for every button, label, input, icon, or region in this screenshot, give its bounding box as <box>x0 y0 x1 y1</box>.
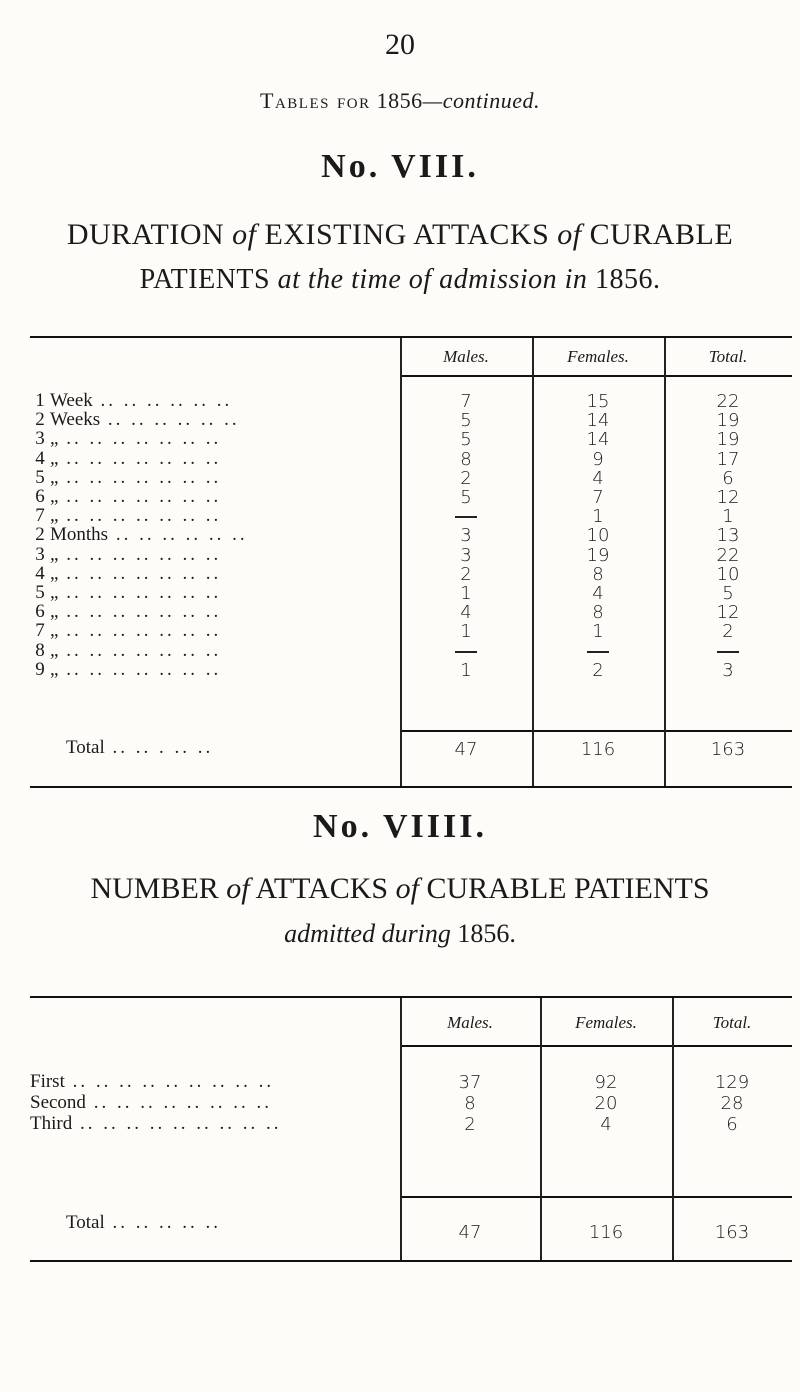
table1-cell-total: 19 <box>716 429 740 451</box>
table1-total-females: 116 <box>580 739 616 760</box>
table1-number: No. VIII. <box>321 148 479 185</box>
table2-cell-females: 20 <box>594 1093 618 1114</box>
table2-header-total: Total. <box>712 1013 752 1032</box>
table1-title-line1: DURATION of EXISTING ATTACKS of CURABLE <box>66 218 734 251</box>
table1-cell-males: 3 <box>460 544 472 566</box>
running-head-text: Tables for <box>260 88 371 113</box>
table1-cell-total: 3 <box>722 659 734 681</box>
table1-cell-total: 19 <box>716 410 740 432</box>
running-head-continued: —continued. <box>422 88 540 113</box>
page-number: 20 <box>385 28 415 61</box>
table1-row-label: 6 „ .. .. .. .. .. .. .. <box>35 486 222 507</box>
table1-cell-males: 2 <box>460 563 472 585</box>
table1-bottom-rule <box>30 786 792 788</box>
table1-cell-total: 17 <box>716 448 740 470</box>
table1-cell-females: 4 <box>592 583 604 604</box>
table1-cell-males: 1 <box>460 621 472 643</box>
running-head-year: 1856 <box>376 88 423 113</box>
table1-cell-total: 2 <box>722 621 734 643</box>
table1-row-label: 1 Week .. .. .. .. .. .. <box>35 390 233 411</box>
table1-cell-males: 1 <box>460 583 472 604</box>
table2-header-females: Females. <box>575 1013 637 1032</box>
table1-cell-females: 4 <box>592 467 604 489</box>
table2-cell-total: 6 <box>726 1114 738 1135</box>
table1-row-label: 7 „ .. .. .. .. .. .. .. <box>35 505 222 527</box>
table1-cell-males: 8 <box>460 448 472 470</box>
table2-cell-total: 28 <box>720 1093 744 1114</box>
table2-cell-females: 4 <box>600 1114 612 1135</box>
table2-cell-males: 37 <box>458 1072 482 1093</box>
table1-cell-males: 1 <box>460 659 472 681</box>
table1-row-label: 3 „ .. .. .. .. .. .. .. <box>35 543 222 565</box>
table1-cell-total: 5 <box>722 583 734 604</box>
table1-cell-females: 7 <box>592 487 604 508</box>
table1-row-label: 4 „ .. .. .. .. .. .. .. <box>35 447 222 469</box>
table2-total-rule <box>400 1196 792 1198</box>
table1-cell-females: 8 <box>592 602 604 624</box>
table1-cell-females: 1 <box>592 621 604 643</box>
table1-total-rule <box>400 730 792 732</box>
table1-cell-males: 3 <box>460 525 472 547</box>
table1-row-label: 5 „ .. .. .. .. .. .. .. <box>35 582 222 603</box>
table2-cell-total: 129 <box>714 1072 750 1093</box>
table1-cell-males: 4 <box>460 602 472 624</box>
table1-header-males: Males. <box>443 347 489 366</box>
table2-number: No. VIIII. <box>313 808 487 845</box>
table1-cell-females: 1 <box>592 506 604 528</box>
table1-cell-females: 10 <box>586 525 610 547</box>
table1-cell-males-dash <box>455 651 477 653</box>
table1-cell-females: 15 <box>586 391 610 412</box>
table2-row-label: Second .. .. .. .. .. .. .. .. <box>30 1092 272 1113</box>
table1-header-total: Total. <box>708 347 748 366</box>
table1-row-label: 2 Weeks .. .. .. .. .. .. <box>35 409 240 431</box>
table1-cell-total: 13 <box>716 525 740 547</box>
table1-cell-total: 22 <box>716 544 740 566</box>
table1-row-label: 3 „ .. .. .. .. .. .. .. <box>35 428 222 450</box>
table2-row-label: First .. .. .. .. .. .. .. .. .. <box>30 1071 275 1092</box>
table1-cell-males: 2 <box>460 467 472 489</box>
table2-cell-males: 2 <box>464 1114 476 1135</box>
table2-cell-females: 92 <box>594 1072 618 1093</box>
table1-row-label: 4 „ .. .. .. .. .. .. .. <box>35 562 222 584</box>
table2-header-rule <box>400 1045 792 1047</box>
table1-top-rule <box>30 336 792 338</box>
table1-cell-males: 5 <box>460 410 472 432</box>
table1-cell-females: 14 <box>586 410 610 432</box>
table1-cell-males-dash <box>455 516 477 518</box>
table2-bottom-rule <box>30 1260 792 1262</box>
table1-cell-total: 12 <box>716 487 740 508</box>
table2-cell-males: 8 <box>464 1093 476 1114</box>
table1-row-label: 8 „ .. .. .. .. .. .. .. <box>35 639 222 661</box>
table2-title-line1: NUMBER of ATTACKS of CURABLE PATIENTS <box>90 872 710 905</box>
table1-cell-total: 10 <box>716 563 740 585</box>
table1-cell-total: 12 <box>716 602 740 624</box>
table2-total-label: Total .. .. .. .. .. <box>66 1212 222 1233</box>
running-head <box>0 88 800 114</box>
table1-cell-males: 5 <box>460 429 472 451</box>
table1-cell-females: 19 <box>586 544 610 566</box>
table2-row-label: Third .. .. .. .. .. .. .. .. .. <box>30 1113 282 1134</box>
table1-cell-total: 22 <box>716 391 740 412</box>
table1-cell-females: 14 <box>586 429 610 451</box>
table1-cell-males: 7 <box>460 391 472 412</box>
table2-title-line2: admitted during 1856. <box>284 919 516 948</box>
table1-cell-females: 9 <box>592 448 604 470</box>
table2-total-total: 163 <box>714 1222 750 1243</box>
table1-row-label: 7 „ .. .. .. .. .. .. .. <box>35 620 222 642</box>
table1-row-label: 9 „ .. .. .. .. .. .. .. <box>35 658 222 680</box>
table1-cell-females: 2 <box>592 659 604 681</box>
table1-row-label: 6 „ .. .. .. .. .. .. .. <box>35 601 222 623</box>
table2-total-females: 116 <box>588 1222 624 1243</box>
table2-total-males: 47 <box>458 1222 482 1243</box>
table1-row-label: 2 Months .. .. .. .. .. .. <box>35 524 248 546</box>
table1-cell-total-dash <box>717 651 739 653</box>
table2-header-males: Males. <box>447 1013 493 1032</box>
table2-top-rule <box>30 996 792 998</box>
table1-row-label: 5 „ .. .. .. .. .. .. .. <box>35 466 222 488</box>
table1-total-males: 47 <box>454 739 478 760</box>
table1-header-rule <box>400 375 792 377</box>
table1-cell-males: 5 <box>460 487 472 508</box>
table1-cell-total: 6 <box>722 467 734 489</box>
table1-total-label: Total .. .. . .. .. <box>66 737 214 758</box>
table1-total-total: 163 <box>710 739 746 760</box>
table1-cell-total: 1 <box>722 506 734 528</box>
table1-cell-females: 8 <box>592 563 604 585</box>
table1-header-females: Females. <box>567 347 629 366</box>
table1-title-line2: PATIENTS at the time of admission in 1856. <box>139 264 661 295</box>
table1-cell-females-dash <box>587 651 609 653</box>
